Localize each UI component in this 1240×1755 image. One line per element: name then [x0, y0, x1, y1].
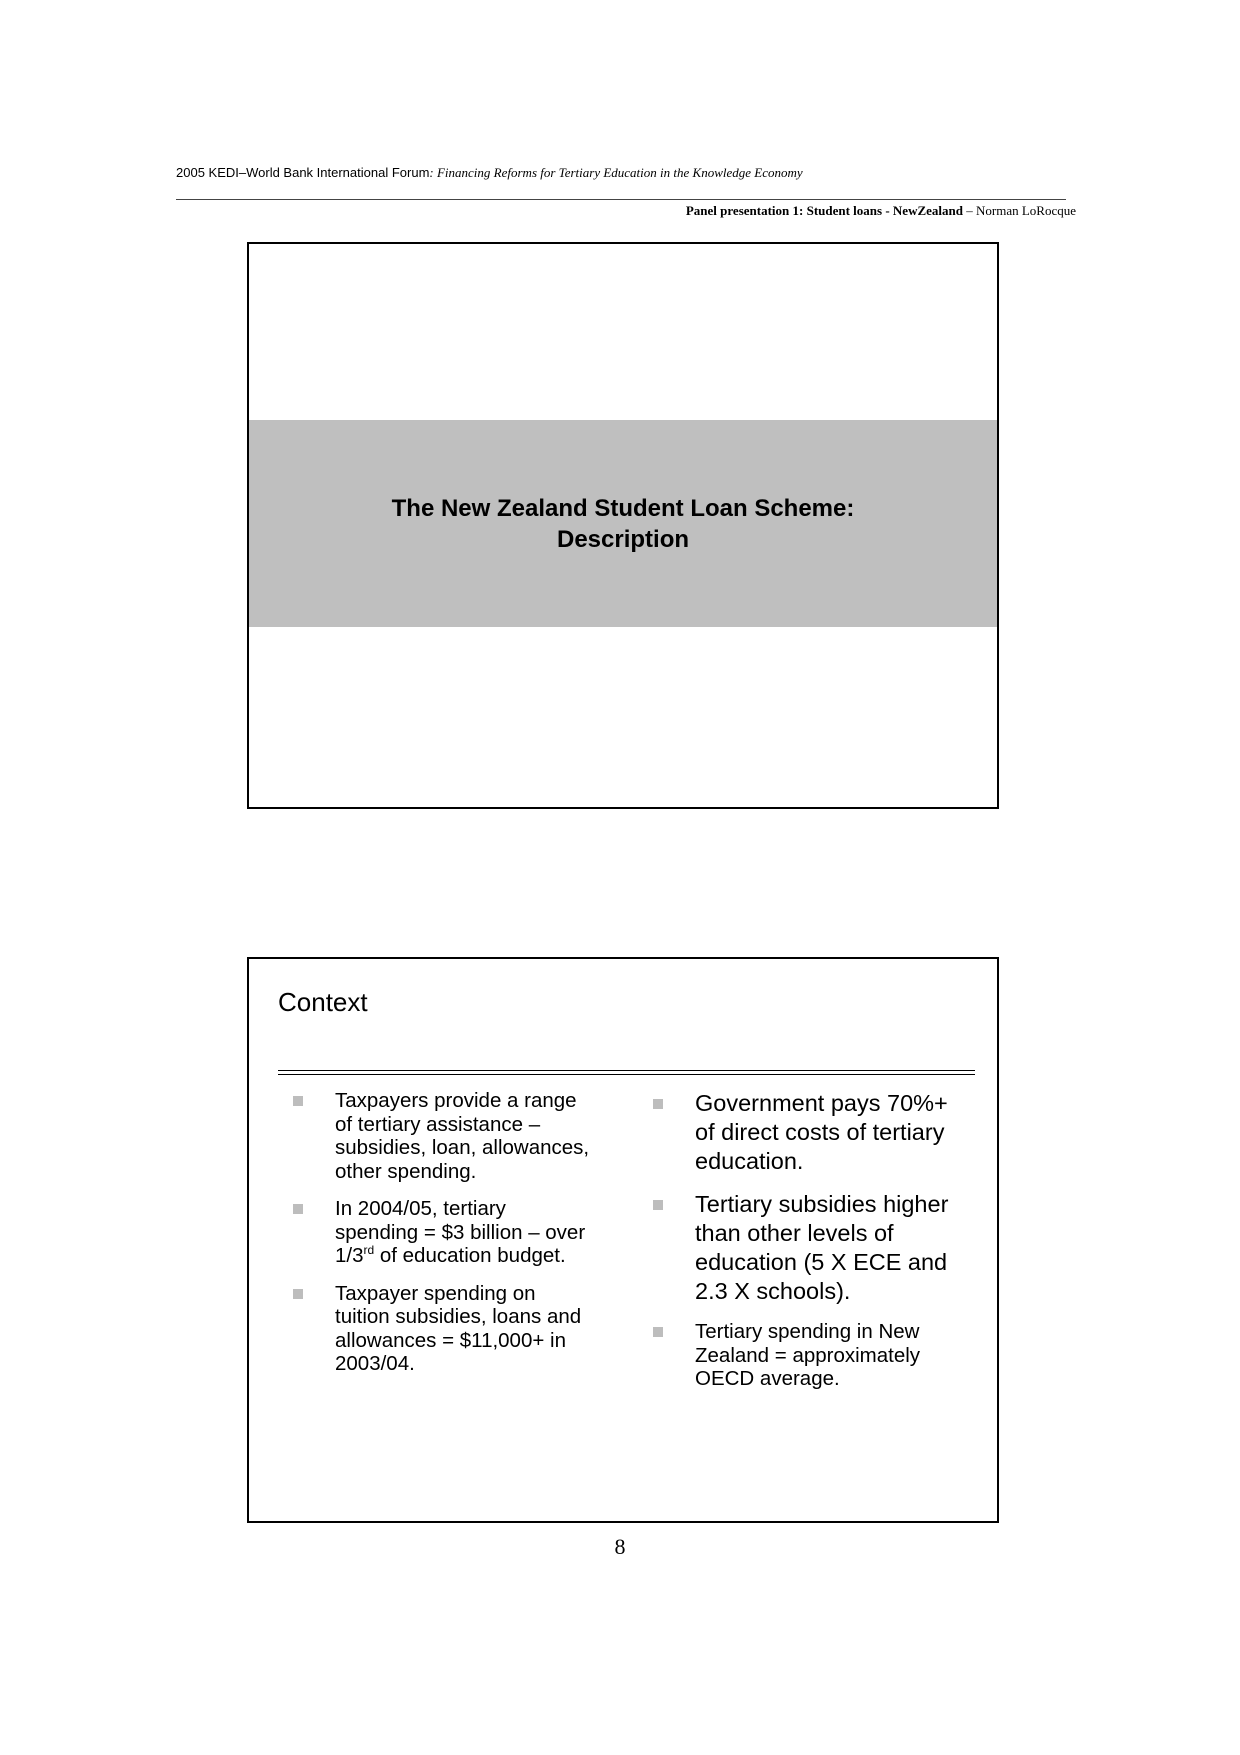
forum-name: 2005 KEDI–World Bank International Forum — [176, 165, 430, 180]
panel-title: Panel presentation 1: Student loans - NewZealand — [685, 203, 963, 218]
title-slide — [247, 242, 999, 809]
list-item — [293, 1197, 593, 1268]
title-divider — [278, 1070, 975, 1075]
superscript: rd — [363, 1243, 375, 1258]
header-divider — [176, 199, 1066, 200]
list-item — [653, 1190, 973, 1306]
bullet-text: Tertiary spending in New Zealand = approximately OECD average. — [695, 1320, 921, 1390]
bullet-text: Taxpayer spending on tuition subsidies, loans and allowances = $11,000+ in 2003/04. — [335, 1281, 582, 1375]
bullet-text: Government pays 70%+ of direct costs of tertiary education. — [695, 1090, 948, 1174]
forum-header — [176, 165, 803, 181]
square-bullet-icon — [293, 1096, 303, 1106]
list-item — [293, 1282, 593, 1376]
forum-subtitle: : Financing Reforms for Tertiary Education in the Knowledge Economy — [429, 165, 803, 180]
list-item — [653, 1089, 973, 1176]
left-bullet-list — [293, 1089, 593, 1390]
page-number: 8 — [614, 1534, 626, 1559]
panel-author: – Norman LoRocque — [962, 203, 1076, 218]
bullet-text: Tertiary subsidies higher than other levels of education (5 X ECE and 2.3 X schools). — [695, 1191, 949, 1304]
bullet-text: Taxpayers provide a range of tertiary assistance – subsidies, loan, allowances, other spending. — [335, 1089, 590, 1183]
context-title: Context — [278, 987, 368, 1017]
square-bullet-icon — [653, 1327, 663, 1337]
slide-title-line2: Description — [556, 525, 690, 553]
bullet-text: In 2004/05, tertiary spending = $3 billion – over 1/3 — [335, 1197, 586, 1267]
slide-title — [392, 493, 855, 555]
context-slide — [247, 957, 999, 1523]
bullet-text-cont: of education budget. — [374, 1244, 566, 1267]
panel-header — [686, 203, 1076, 219]
square-bullet-icon — [653, 1200, 663, 1210]
square-bullet-icon — [293, 1289, 303, 1299]
square-bullet-icon — [653, 1099, 663, 1109]
list-item — [293, 1089, 593, 1183]
slide-title-line1: The New Zealand Student Loan Scheme: — [391, 494, 855, 522]
square-bullet-icon — [293, 1204, 303, 1214]
title-band — [249, 420, 997, 627]
list-item — [653, 1320, 973, 1391]
right-bullet-list — [653, 1089, 973, 1405]
